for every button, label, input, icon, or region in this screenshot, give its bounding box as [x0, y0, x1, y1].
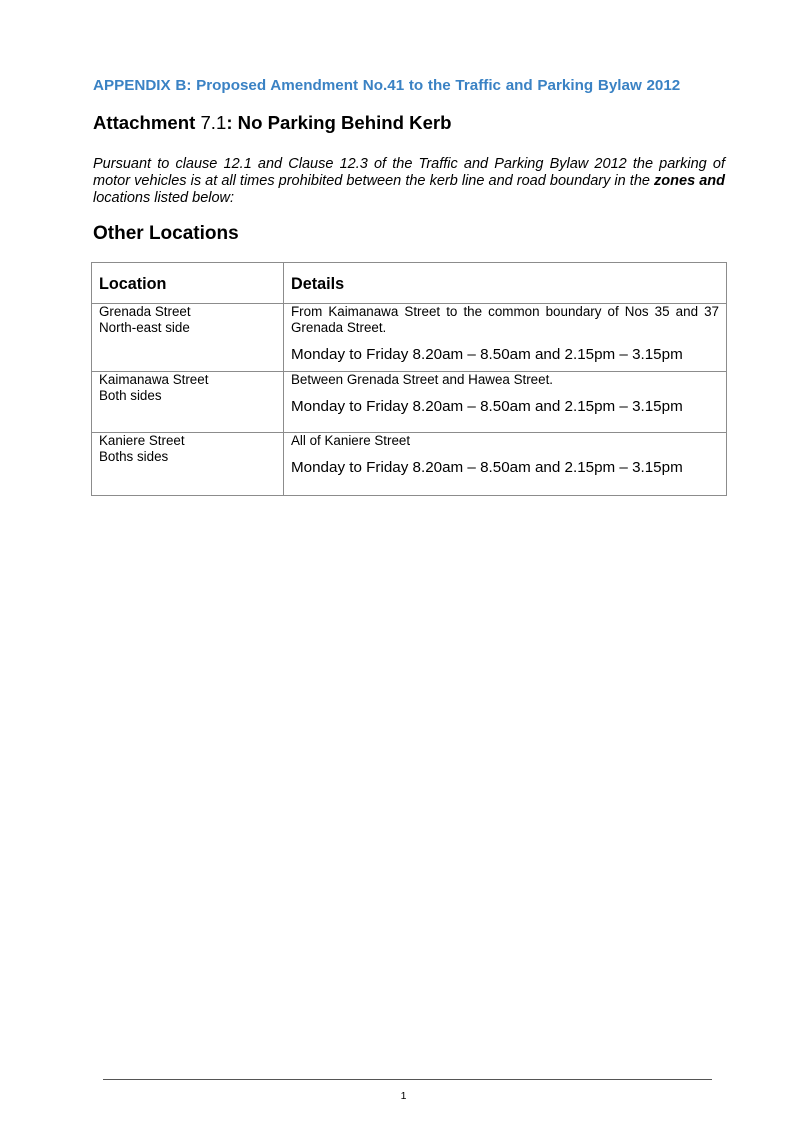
- attachment-heading: [93, 112, 452, 134]
- attachment-title: : No Parking Behind Kerb: [226, 112, 452, 133]
- table-header-row: [92, 263, 727, 304]
- details-cell: [284, 433, 727, 496]
- column-header-location: Location: [92, 263, 284, 304]
- locations-table: [91, 262, 727, 496]
- intro-paragraph: [93, 156, 725, 207]
- intro-text-before: Pursuant to clause 12.1 and Clause 12.3 of the Traffic and Parking Bylaw 2012 the parking of motor vehicles is at all times prohibited between the kerb line and road boundary in the: [93, 156, 725, 189]
- restriction-hours: Monday to Friday 8.20am – 8.50am and 2.15pm – 3.15pm: [291, 398, 683, 415]
- details-text: Between Grenada Street and Hawea Street.: [291, 372, 554, 387]
- restriction-hours: Monday to Friday 8.20am – 8.50am and 2.15pm – 3.15pm: [291, 459, 683, 476]
- details-cell: [284, 372, 727, 433]
- table-row: [92, 372, 727, 433]
- location-cell: [92, 304, 284, 372]
- location-street: Kaimanawa Street: [99, 372, 209, 387]
- location-street: Kaniere Street: [99, 433, 185, 448]
- location-street: Grenada Street: [99, 304, 191, 319]
- details-text: All of Kaniere Street: [291, 433, 411, 448]
- appendix-title: APPENDIX B: Proposed Amendment No.41 to the Traffic and Parking Bylaw 2012: [93, 77, 681, 94]
- restriction-hours: Monday to Friday 8.20am – 8.50am and 2.15pm – 3.15pm: [291, 346, 683, 363]
- location-side: Both sides: [99, 388, 162, 403]
- intro-bold-text: zones and: [654, 173, 726, 189]
- footer-divider: [103, 1079, 712, 1080]
- location-side: North-east side: [99, 320, 190, 335]
- intro-text-after: locations listed below:: [93, 190, 235, 206]
- table-row: [92, 304, 727, 372]
- section-heading: Other Locations: [93, 223, 239, 244]
- details-cell: [284, 304, 727, 372]
- attachment-label: Attachment: [93, 112, 196, 133]
- attachment-number: 7.1: [200, 112, 227, 133]
- details-text: From Kaimanawa Street to the common boundary of Nos 35 and 37 Grenada Street.: [291, 304, 719, 335]
- table-row: [92, 433, 727, 496]
- location-side: Boths sides: [99, 449, 169, 464]
- column-header-details: Details: [284, 263, 727, 304]
- page-number: 1: [400, 1090, 407, 1102]
- location-cell: [92, 372, 284, 433]
- location-cell: [92, 433, 284, 496]
